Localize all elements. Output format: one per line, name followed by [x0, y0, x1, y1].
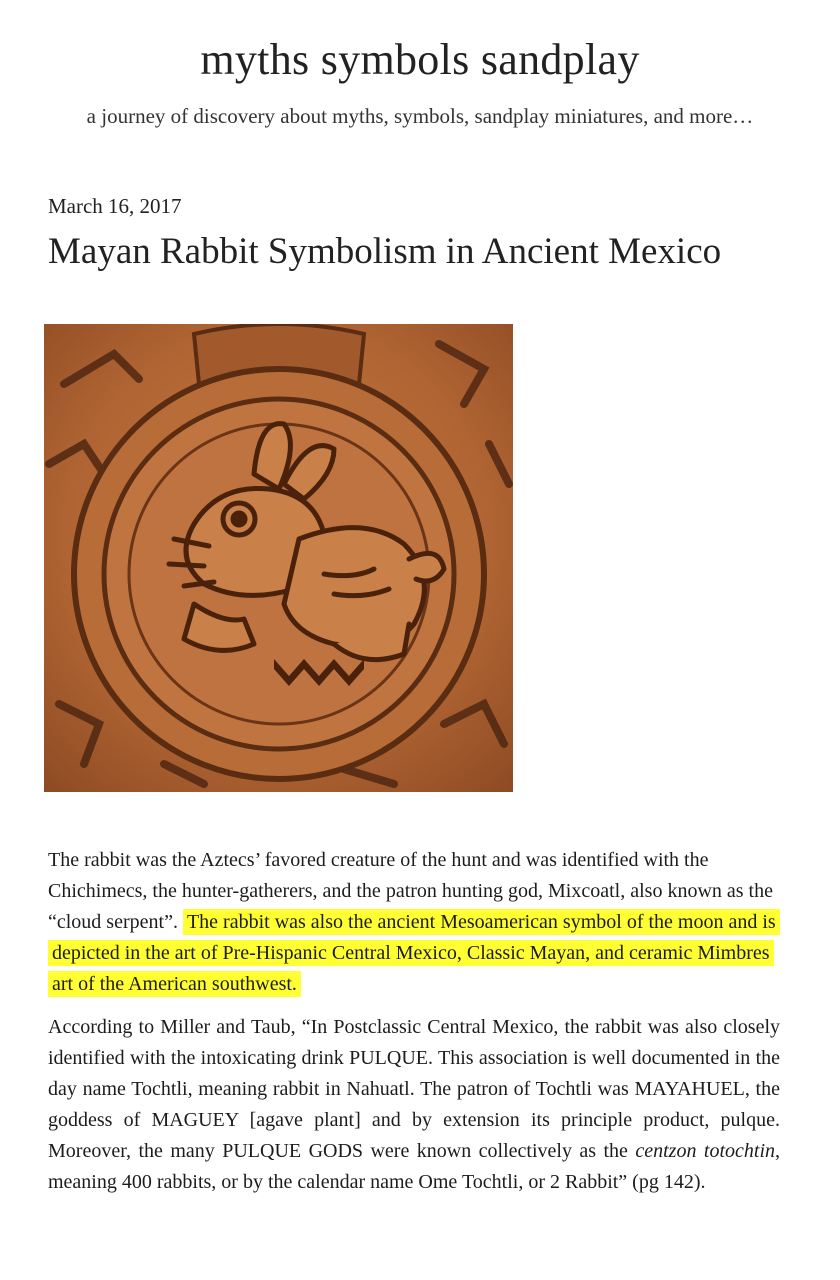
rabbit-stone-carving — [44, 324, 513, 792]
post-date[interactable]: March 16, 2017 — [48, 194, 182, 218]
rabbit-glyph-image[interactable] — [44, 324, 513, 792]
paragraph-2-text-start: According to Miller and Taub, “In Postclassic Central Mexico, the rabbit was also closely identified with the intoxicating drink PULQUE. This association is well documented in the day name Tochtli, meaning rabbit in Nahuatl. The patron of Tochtli was MAYAHUEL, the goddess of MAGUEY [agave plant] and by extension its principle product, pulque. Moreover, the many PULQUE GODS were known collectively as the — [48, 1016, 780, 1162]
site-tagline: a journey of discovery about myths, symbols, sandplay miniatures, and more… — [86, 104, 754, 128]
italic-term: centzon totochtin — [635, 1140, 775, 1162]
paragraph-1-text: The rabbit was the Aztecs’ favored creature of the hunt and was identified with the Chichimecs, the hunter-gatherers, and the patron hunting god, Mixcoatl, also known as the “cloud serpent”. — [48, 849, 773, 933]
highlighted-text: The rabbit was also the ancient Mesoamerican symbol of the moon and is depicted in the art of Pre-Hispanic Central Mexico, Classic Mayan, and ceramic Mimbres art of the American southwest. — [48, 909, 780, 997]
post-title[interactable]: Mayan Rabbit Symbolism in Ancient Mexico — [48, 231, 722, 272]
site-title[interactable]: myths symbols sandplay — [200, 35, 640, 84]
paragraph-1 — [48, 845, 780, 1000]
paragraph-2 — [48, 1012, 780, 1198]
paragraph-2-text-end: , meaning 400 rabbits, or by the calendar name Ome Tochtli, or 2 Rabbit” (pg 142). — [48, 1140, 780, 1193]
